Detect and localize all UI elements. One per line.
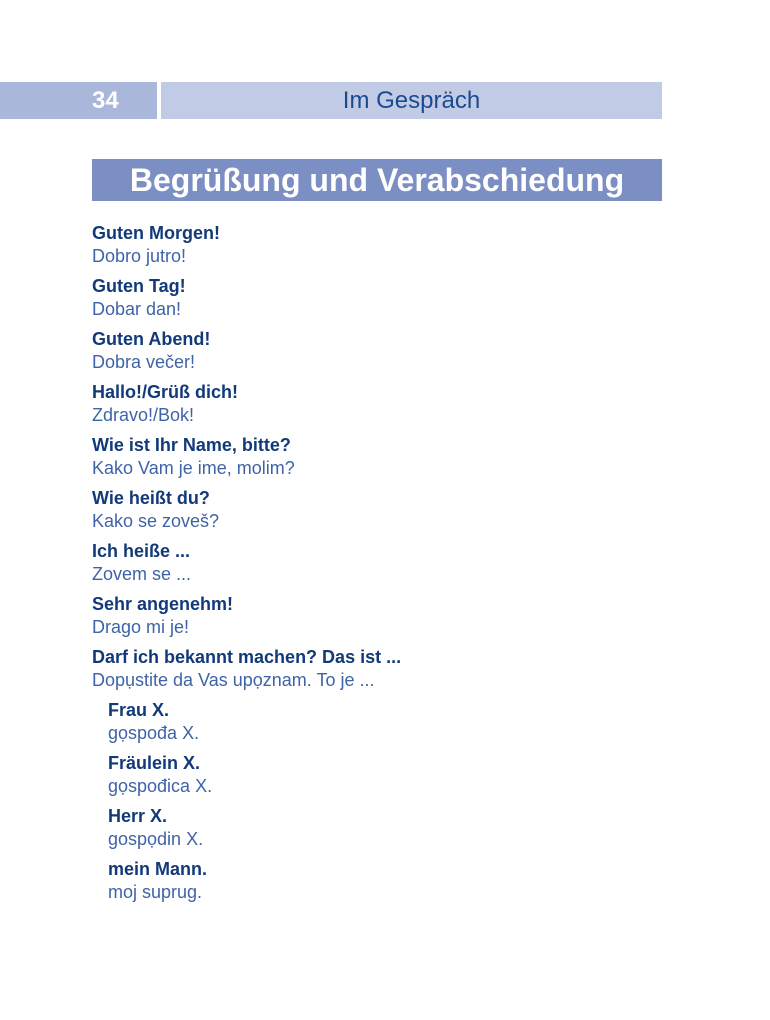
- german-phrase: Ich heiße ...: [92, 541, 191, 561]
- page-number: 34: [92, 87, 119, 114]
- section-header-bar: [161, 82, 662, 119]
- croatian-translation: gọspođa X.: [108, 723, 200, 743]
- phrase-item: [92, 328, 662, 374]
- section-title: Im Gespräch: [342, 87, 481, 114]
- croatian-translation: moj suprug.: [108, 882, 203, 902]
- german-phrase: Sehr angenehm!: [92, 594, 234, 614]
- phrase-item: [92, 646, 662, 692]
- german-phrase: Wie ist Ihr Name, bitte?: [92, 435, 291, 455]
- german-phrase: Hallo!/Grüß dich!: [92, 382, 238, 402]
- phrase-item: [92, 487, 662, 533]
- phrase-item: [92, 275, 662, 321]
- phrase-item: [92, 222, 662, 268]
- german-phrase: Darf ich bekannt machen? Das ist ...: [92, 647, 402, 667]
- page-title-bar: [92, 159, 662, 201]
- phrase-list: [92, 222, 662, 911]
- phrase-item-indented: [108, 858, 662, 904]
- german-phrase: Herr X.: [108, 806, 168, 826]
- german-phrase: Fräulein X.: [108, 753, 201, 773]
- phrase-item: [92, 434, 662, 480]
- phrase-item: [92, 593, 662, 639]
- croatian-translation: Dopụstite da Vas upọznam. To je ...: [92, 670, 375, 690]
- german-phrase: Wie heißt du?: [92, 488, 210, 508]
- german-phrase: Guten Morgen!: [92, 223, 220, 243]
- page-title: Begrüßung und Verabschiedung: [129, 162, 625, 198]
- phrase-item-indented: [108, 752, 662, 798]
- page-number-bar: [0, 82, 157, 119]
- german-phrase: Guten Tag!: [92, 276, 186, 296]
- croatian-translation: gospọdin X.: [108, 829, 204, 849]
- german-phrase: mein Mann.: [108, 859, 208, 879]
- phrase-item: [92, 381, 662, 427]
- phrase-item-indented: [108, 699, 662, 745]
- croatian-translation: Kako se zoveš?: [92, 511, 220, 531]
- german-phrase: Guten Abend!: [92, 329, 211, 349]
- croatian-translation: gọspođica X.: [108, 776, 213, 796]
- croatian-translation: Dobro jutro!: [92, 246, 187, 266]
- croatian-translation: Dobra večer!: [92, 352, 196, 372]
- croatian-translation: Dobar dan!: [92, 299, 182, 319]
- phrase-item: [92, 540, 662, 586]
- croatian-translation: Zovem se ...: [92, 564, 192, 584]
- croatian-translation: Drago mi je!: [92, 617, 190, 637]
- croatian-translation: Kako Vam je ime, molim?: [92, 458, 295, 478]
- german-phrase: Frau X.: [108, 700, 170, 720]
- croatian-translation: Zdravo!/Bok!: [92, 405, 195, 425]
- phrase-item-indented: [108, 805, 662, 851]
